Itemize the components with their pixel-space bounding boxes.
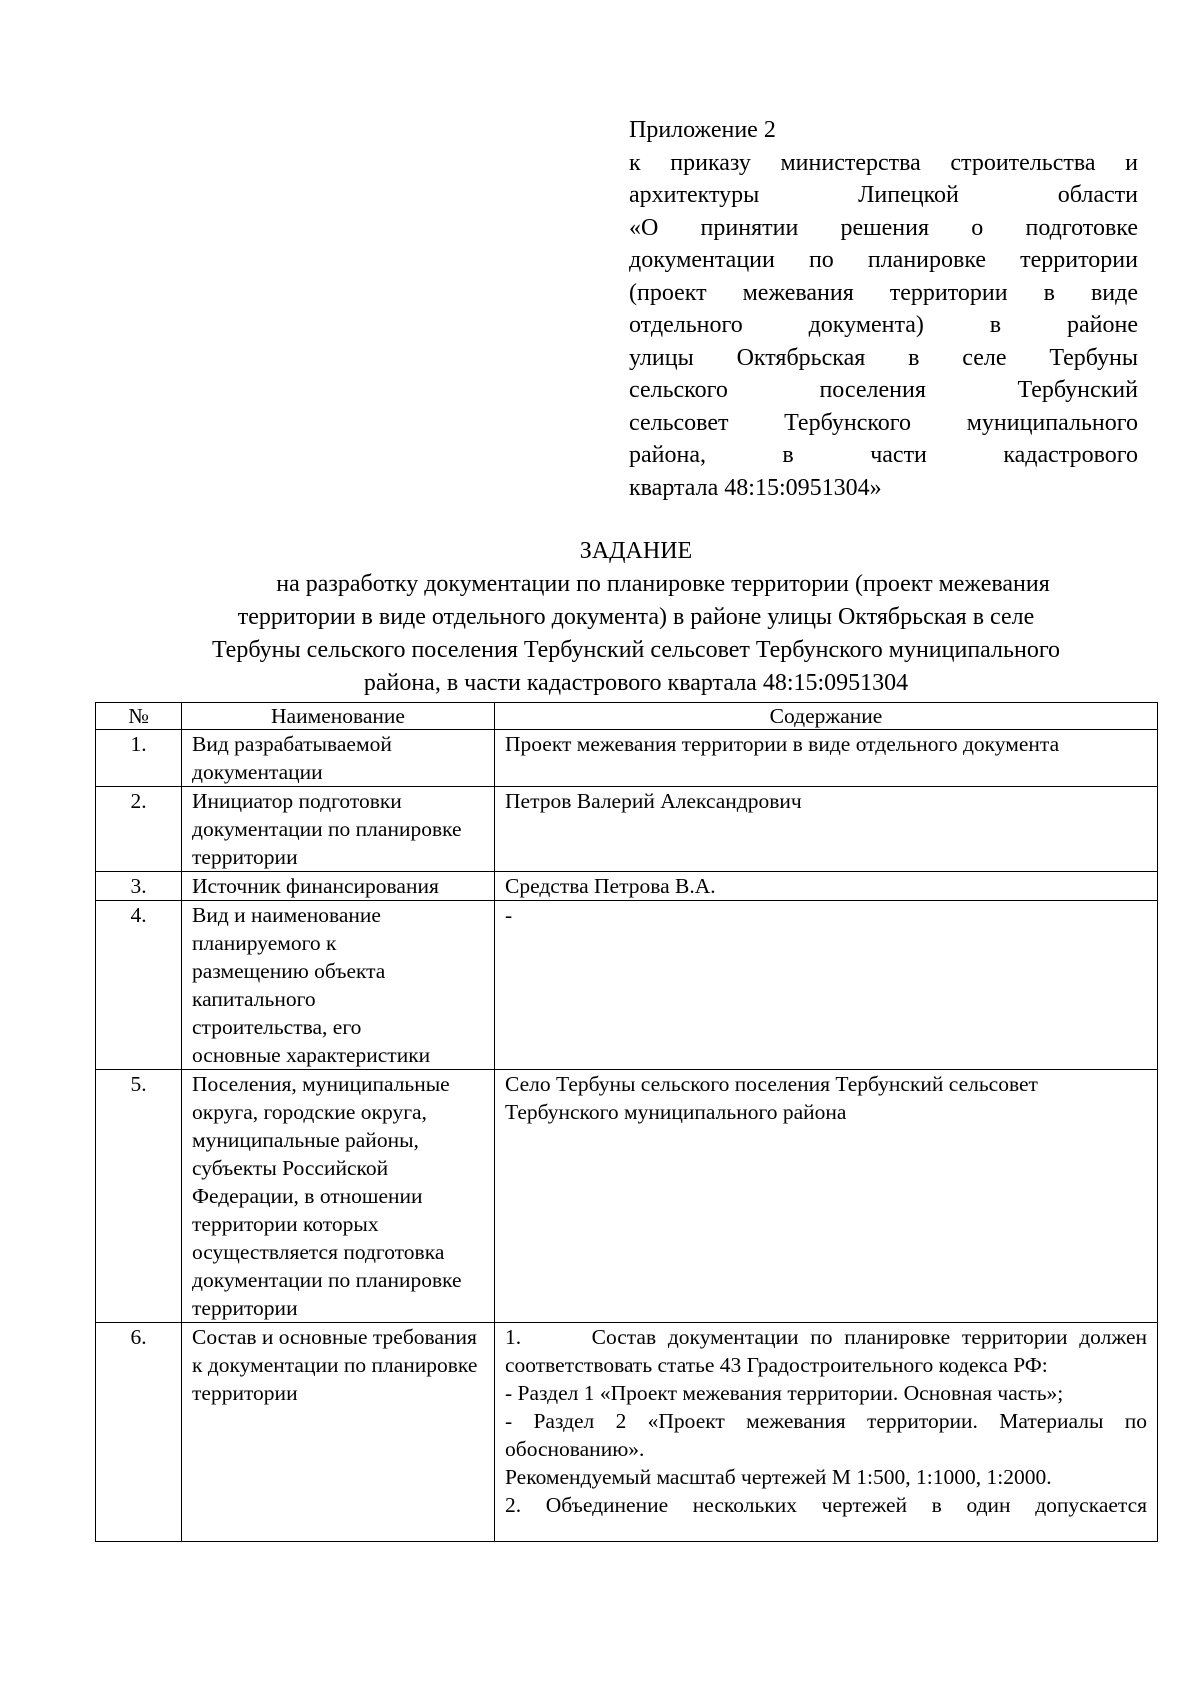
row-name: Поселения, муниципальные округа, городские округа, муниципальные районы, субъекты Российской Федерации, в отношении территории которых осуществляется подготовка документации по планировке территории bbox=[182, 1070, 495, 1323]
document-heading bbox=[96, 535, 1176, 700]
row-name: Вид разрабатываемой документации bbox=[182, 730, 495, 787]
appendix-line: к приказу министерства строительства и bbox=[629, 149, 1138, 176]
heading-line: на разработку документации по планировке территории (проект межевания bbox=[276, 571, 1050, 597]
appendix-line: квартала 48:15:0951304» bbox=[629, 474, 882, 501]
content-text: Село Тербуны сельского поселения Тербунский сельсовет Тербунского муниципального района bbox=[505, 1072, 1038, 1124]
table-header-row bbox=[96, 703, 1158, 730]
appendix-line: (проект межевания территории в виде bbox=[629, 279, 1138, 306]
appendix-line: документации по планировке территории bbox=[629, 247, 1138, 273]
row-name: Инициатор подготовки документации по планировке территории bbox=[182, 787, 495, 872]
appendix-line: района, в части кадастрового bbox=[629, 442, 1138, 468]
task-table bbox=[95, 702, 1158, 1542]
table-row bbox=[96, 1070, 1158, 1323]
row-content bbox=[495, 730, 1158, 787]
appendix-line: «О принятии решения о подготовке bbox=[629, 214, 1138, 241]
content-text: Средства Петрова В.А. bbox=[505, 874, 716, 898]
table-row bbox=[96, 730, 1158, 787]
appendix-line: сельсовет Тербунского муниципального bbox=[629, 409, 1138, 436]
row-content bbox=[495, 1070, 1158, 1323]
row-name: Вид и наименование планируемого к размещению объекта капитального строительства, его основные характеристики bbox=[182, 901, 495, 1070]
table-row bbox=[96, 872, 1158, 901]
appendix-line: отдельного документа) в районе bbox=[629, 312, 1138, 338]
content-paragraph: - Раздел 2 «Проект межевания территории. Материалы по обоснованию». bbox=[505, 1409, 1147, 1461]
heading-line: района, в части кадастрового квартала 48:15:0951304 bbox=[363, 670, 909, 696]
table-row bbox=[96, 1323, 1158, 1542]
content-text: Петров Валерий Александрович bbox=[505, 789, 802, 813]
appendix-title: Приложение 2 bbox=[629, 117, 776, 143]
content-paragraph: 1. Состав документации по планировке территории должен соответствовать статье 43 Градостроительного кодекса РФ: bbox=[505, 1325, 1153, 1377]
content-paragraph: - Раздел 1 «Проект межевания территории. Основная часть»; bbox=[505, 1381, 1064, 1405]
table-row bbox=[96, 901, 1158, 1070]
header-number: № bbox=[96, 703, 182, 730]
content-text: - bbox=[505, 903, 513, 927]
row-content bbox=[495, 787, 1158, 872]
row-content bbox=[495, 1323, 1158, 1542]
row-content bbox=[495, 901, 1158, 1070]
appendix-line: сельского поселения Тербунский bbox=[629, 377, 1138, 403]
row-content bbox=[495, 872, 1158, 901]
row-number: 4. bbox=[96, 901, 182, 1070]
header-name: Наименование bbox=[182, 703, 495, 730]
heading-line: Тербуны сельского поселения Тербунский сельсовет Тербунского муниципального bbox=[211, 637, 1061, 663]
header-content: Содержание bbox=[495, 703, 1158, 730]
content-paragraph: 2. Объединение нескольких чертежей в один допускается bbox=[505, 1493, 1147, 1517]
appendix-block bbox=[629, 114, 1138, 504]
heading-title: ЗАДАНИЕ bbox=[579, 538, 693, 564]
appendix-line: архитектуры Липецкой области bbox=[629, 182, 1138, 208]
row-number: 3. bbox=[96, 872, 182, 901]
row-name: Источник финансирования bbox=[182, 872, 495, 901]
content-paragraph: Рекомендуемый масштаб чертежей М 1:500, 1:1000, 1:2000. bbox=[505, 1465, 1052, 1489]
row-name: Состав и основные требования к документации по планировке территории bbox=[182, 1323, 495, 1542]
row-number: 6. bbox=[96, 1323, 182, 1542]
row-number: 2. bbox=[96, 787, 182, 872]
row-number: 5. bbox=[96, 1070, 182, 1323]
heading-line: территории в виде отдельного документа) в районе улицы Октябрьская в селе bbox=[237, 604, 1035, 630]
table-row bbox=[96, 787, 1158, 872]
appendix-line: улицы Октябрьская в селе Тербуны bbox=[629, 344, 1138, 371]
content-text: Проект межевания территории в виде отдельного документа bbox=[505, 732, 1060, 756]
row-number: 1. bbox=[96, 730, 182, 787]
